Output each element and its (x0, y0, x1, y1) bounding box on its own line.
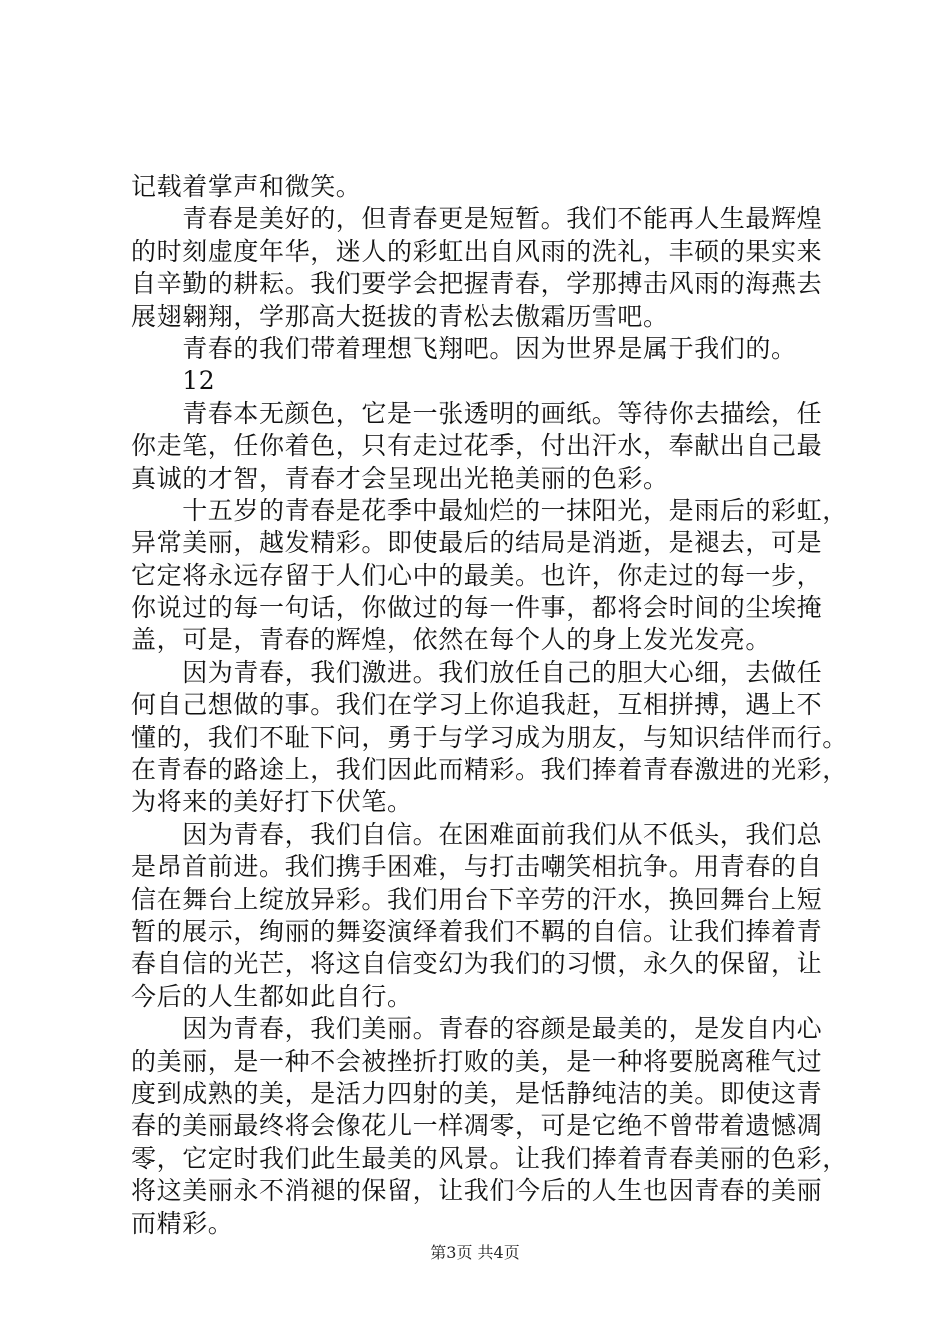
text-line: 你走笔，任你着色，只有走过花季，付出汗水，奉献出自己最 (131, 431, 823, 461)
text-line: 你说过的每一句话，你做过的每一件事，都将会时间的尘埃掩 (131, 593, 823, 623)
text-line: 十五岁的青春是花季中最灿烂的一抹阳光，是雨后的彩虹， (131, 495, 848, 525)
text-line: 春自信的光芒，将这自信变幻为我们的习惯，永久的保留，让 (131, 949, 823, 979)
text-line: 信在舞台上绽放异彩。我们用台下辛劳的汗水，换回舞台上短 (131, 884, 823, 914)
text-line: 因为青春，我们激进。我们放任自己的胆大心细，去做任 (131, 657, 823, 687)
document-body (131, 171, 848, 1240)
text-line: 青春本无颜色，它是一张透明的画纸。等待你去描绘，任 (131, 398, 823, 428)
text-line: 在青春的路途上，我们因此而精彩。我们捧着青春激进的光彩， (131, 755, 848, 785)
text-line: 暂的展示，绚丽的舞姿演绎着我们不羁的自信。让我们捧着青 (131, 916, 823, 946)
page-number-footer: 第3页 共4页 (430, 1243, 520, 1262)
text-line: 12 (131, 366, 216, 396)
text-line: 春的美丽最终将会像花儿一样凋零，可是它绝不曾带着遗憾凋 (131, 1111, 823, 1141)
text-line: 懂的，我们不耻下问，勇于与学习成为朋友，与知识结伴而行。 (131, 722, 848, 752)
text-line: 真诚的才智，青春才会呈现出光艳美丽的色彩。 (131, 463, 669, 493)
text-line: 因为青春，我们自信。在困难面前我们从不低头，我们总 (131, 819, 823, 849)
text-line: 因为青春，我们美丽。青春的容颜是最美的，是发自内心 (131, 1014, 823, 1044)
text-line: 它定将永远存留于人们心中的最美。也许，你走过的每一步， (131, 560, 823, 590)
text-line: 是昂首前进。我们携手困难，与打击嘲笑相抗争。用青春的自 (131, 852, 823, 882)
text-line: 将这美丽永不消褪的保留，让我们今后的人生也因青春的美丽 (131, 1176, 823, 1206)
text-line: 的美丽，是一种不会被挫折打败的美，是一种将要脱离稚气过 (131, 1046, 823, 1076)
text-line: 青春是美好的，但青春更是短暂。我们不能再人生最辉煌 (131, 204, 823, 234)
text-line: 为将来的美好打下伏笔。 (131, 787, 413, 817)
text-line: 而精彩。 (131, 1208, 234, 1238)
text-line: 展翅翱翔，学那高大挺拔的青松去傲霜历雪吧。 (131, 301, 669, 331)
text-line: 今后的人生都如此自行。 (131, 981, 413, 1011)
text-line: 异常美丽，越发精彩。即使最后的结局是消逝，是褪去，可是 (131, 528, 823, 558)
text-line: 青春的我们带着理想飞翔吧。因为世界是属于我们的。 (131, 333, 797, 363)
text-line: 自辛勤的耕耘。我们要学会把握青春，学那搏击风雨的海燕去 (131, 269, 823, 299)
text-line: 记载着掌声和微笑。 (131, 172, 362, 201)
text-line: 的时刻虚度年华，迷人的彩虹出自风雨的洗礼，丰硕的果实来 (131, 236, 823, 266)
text-line: 零，它定时我们此生最美的风景。让我们捧着青春美丽的色彩， (131, 1143, 848, 1173)
text-line: 盖，可是，青春的辉煌，依然在每个人的身上发光发亮。 (131, 625, 772, 655)
text-line: 度到成熟的美，是活力四射的美，是恬静纯洁的美。即使这青 (131, 1078, 823, 1108)
text-line: 何自己想做的事。我们在学习上你追我赶，互相拼搏，遇上不 (131, 690, 823, 720)
